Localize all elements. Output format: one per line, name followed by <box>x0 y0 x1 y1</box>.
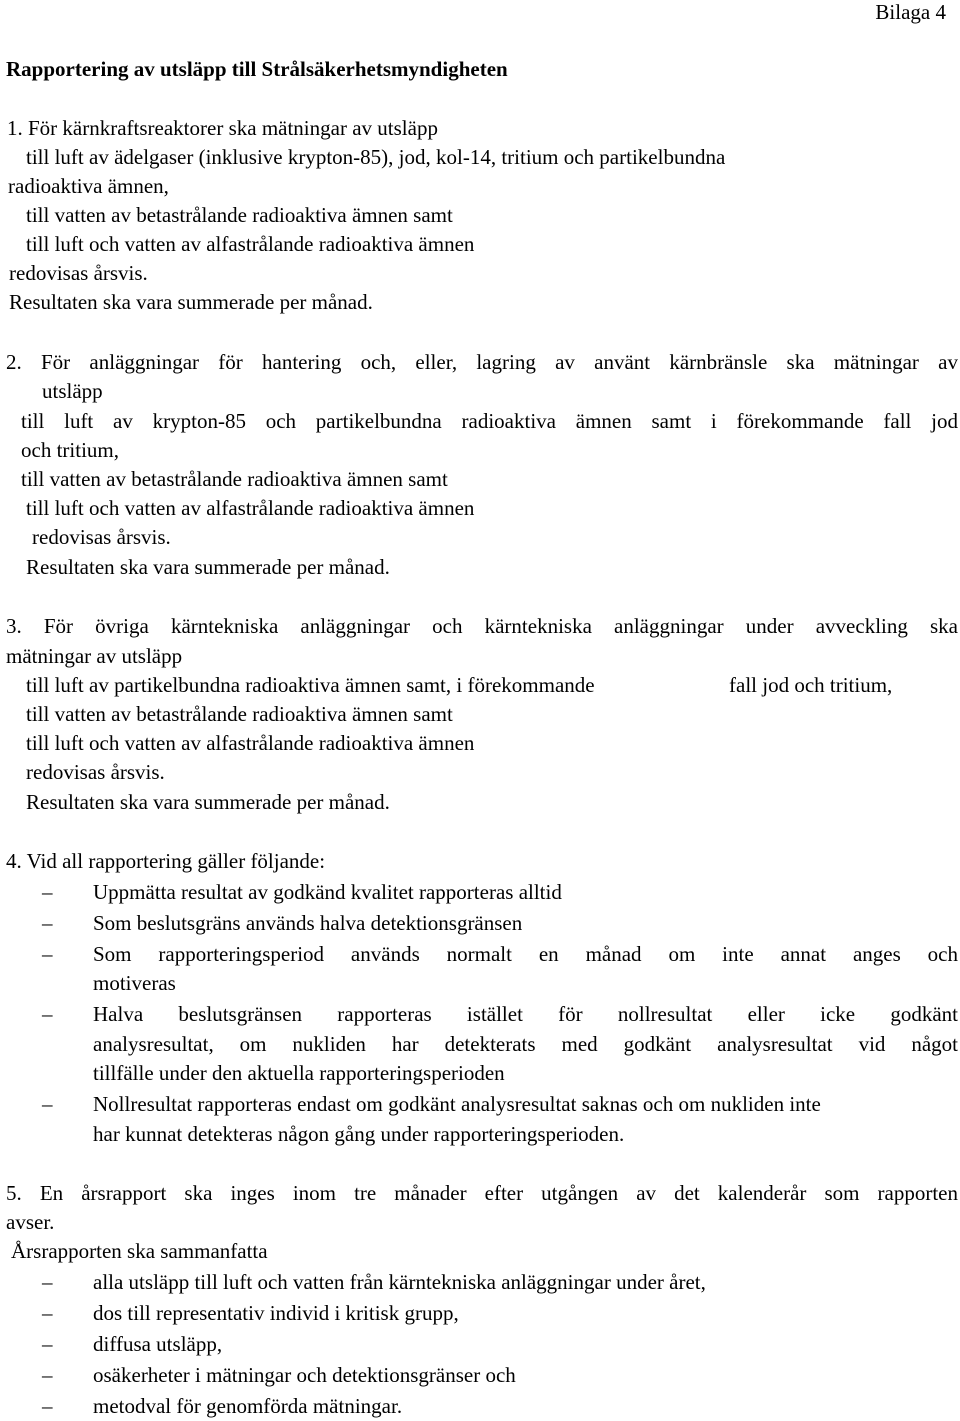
section-2-line: Resultaten ska vara summerade per månad. <box>26 555 390 579</box>
bullet-dash: – <box>42 1363 53 1387</box>
section-2-line: utsläpp <box>42 379 103 403</box>
list-item: Som beslutsgräns används halva detektionsgränsen <box>93 911 523 935</box>
list-item: alla utsläpp till luft och vatten från kärntekniska anläggningar under året, <box>93 1270 706 1294</box>
section-2-line: redovisas årsvis. <box>32 525 171 549</box>
list-item: diffusa utsläpp, <box>93 1332 223 1356</box>
section-5-line: avser. <box>6 1210 55 1234</box>
bullet-dash: – <box>42 1394 53 1418</box>
section-1-line: Resultaten ska vara summerade per månad. <box>9 290 373 314</box>
section-2-line: till vatten av betastrålande radioaktiva ämnen samt <box>21 467 448 491</box>
list-item: Halva beslutsgränsen rapporteras istället för nollresultat eller icke godkänt <box>93 1002 958 1026</box>
bullet-dash: – <box>42 1092 53 1116</box>
section-2-line: och tritium, <box>21 438 119 462</box>
section-3-line: redovisas årsvis. <box>26 760 165 784</box>
bullet-dash: – <box>42 1301 53 1325</box>
list-item: analysresultat, om nukliden har detekterats med godkänt analysresultat vid något <box>93 1032 958 1056</box>
list-item: Nollresultat rapporteras endast om godkänt analysresultat saknas och om nukliden inte <box>93 1092 821 1116</box>
section-3-line: 3. För övriga kärntekniska anläggningar och kärntekniska anläggningar under avveckling ska <box>6 614 958 638</box>
section-4-heading: 4. Vid all rapportering gäller följande: <box>6 849 326 873</box>
section-3-line: till luft och vatten av alfastrålande radioaktiva ämnen <box>26 731 475 755</box>
section-3-line: till vatten av betastrålande radioaktiva ämnen samt <box>26 702 453 726</box>
section-2-line: till luft och vatten av alfastrålande radioaktiva ämnen <box>26 496 475 520</box>
list-item: motiveras <box>93 971 176 995</box>
bullet-dash: – <box>42 942 53 966</box>
bullet-dash: – <box>42 1332 53 1356</box>
document-title: Rapportering av utsläpp till Strålsäkerhetsmyndigheten <box>6 57 508 81</box>
section-3-line: fall jod och tritium, <box>729 673 893 697</box>
list-item: tillfälle under den aktuella rapporteringsperioden <box>93 1061 505 1085</box>
section-1-line: till luft och vatten av alfastrålande radioaktiva ämnen <box>26 232 475 256</box>
section-5-line: Årsrapporten ska sammanfatta <box>11 1239 268 1263</box>
section-1-line: till vatten av betastrålande radioaktiva ämnen samt <box>26 203 453 227</box>
section-3-line: mätningar av utsläpp <box>6 644 183 668</box>
bullet-dash: – <box>42 911 53 935</box>
bullet-dash: – <box>42 1270 53 1294</box>
section-1-line: radioaktiva ämnen, <box>8 174 169 198</box>
section-5-line: 5. En årsrapport ska inges inom tre månader efter utgången av det kalenderår som rapporten <box>6 1181 958 1205</box>
bullet-dash: – <box>42 880 53 904</box>
section-2-line: 2. För anläggningar för hantering och, eller, lagring av använt kärnbränsle ska mätningar av <box>6 350 958 374</box>
section-1-line: 1. För kärnkraftsreaktorer ska mätningar av utsläpp <box>7 116 438 140</box>
appendix-label: Bilaga 4 <box>875 0 946 24</box>
list-item: metodval för genomförda mätningar. <box>93 1394 403 1418</box>
list-item: Uppmätta resultat av godkänd kvalitet rapporteras alltid <box>93 880 562 904</box>
section-3-line: Resultaten ska vara summerade per månad. <box>26 790 390 814</box>
list-item: dos till representativ individ i kritisk grupp, <box>93 1301 459 1325</box>
section-1-line: till luft av ädelgaser (inklusive krypton-85), jod, kol-14, tritium och partikelbundna <box>26 145 726 169</box>
bullet-dash: – <box>42 1002 53 1026</box>
list-item: osäkerheter i mätningar och detektionsgränser och <box>93 1363 516 1387</box>
section-1-line: redovisas årsvis. <box>9 261 148 285</box>
section-2-line: till luft av krypton-85 och partikelbundna radioaktiva ämnen samt i förekommande fall jod <box>21 409 958 433</box>
section-3-line: till luft av partikelbundna radioaktiva ämnen samt, i förekommande <box>26 673 595 697</box>
list-item: Som rapporteringsperiod används normalt en månad om inte annat anges och <box>93 942 958 966</box>
list-item: har kunnat detekteras någon gång under rapporteringsperioden. <box>93 1122 625 1146</box>
